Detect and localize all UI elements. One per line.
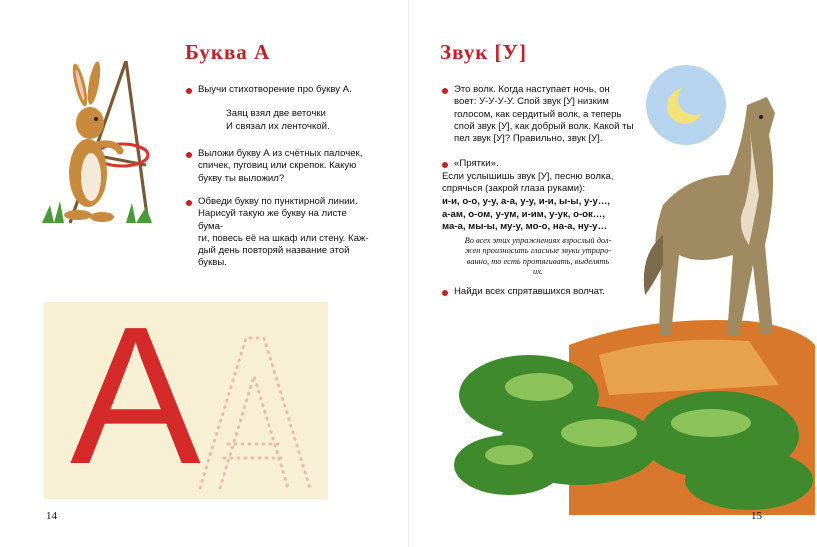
left-item-2 (198, 148, 370, 185)
note-line: Во всех этих упражнениях взрослый дол- (464, 236, 612, 245)
page-number-left: 14 (46, 510, 57, 522)
text-line: Найди всех спрятавшихся волчат. (454, 286, 605, 297)
text-line: ги, повесь её на шкаф или стену. Каж- (198, 232, 369, 244)
big-letter: А (70, 286, 201, 505)
text-line: Нарисуй такую же букву на листе бума- (198, 208, 347, 232)
hare-with-sticks-illustration (36, 55, 162, 227)
right-item-2-title: «Прятки». (454, 158, 499, 169)
syllable-line: ма-а, мы-ы, му-у, мо-о, на-а, ну-у… (442, 221, 608, 233)
bullet (186, 152, 192, 158)
text-line: Если услышишь звук [У], песню волка, (442, 171, 614, 182)
text-line: спрячься (закрой глаза руками): (442, 183, 585, 195)
dotted-tracing-letter[interactable] (194, 332, 314, 492)
bullet (186, 200, 192, 206)
text-line: Это волк. Когда наступает ночь, он (454, 84, 610, 95)
text-line: дый день повторяй название этой (198, 245, 350, 257)
left-item-3 (198, 196, 370, 270)
text-line: спой звук [У], как добрый волк. Какой ты (454, 120, 634, 132)
poem (226, 108, 330, 133)
left-page (0, 0, 408, 547)
letter-tracing-panel (44, 286, 328, 505)
text-line: пел звук [У]? Правильно, звук [У]. (454, 133, 603, 145)
bullet (186, 88, 192, 94)
note-line: ванно, то есть протягивать, выделять (466, 256, 610, 266)
right-page (409, 0, 817, 547)
syllable-line: а-ам, о-ом, у-ум, и-им, у-ук, о-ок…, (442, 208, 606, 220)
left-page-title: Буква А (185, 40, 271, 64)
bullet (442, 88, 448, 94)
bullet (442, 162, 448, 168)
text-line: Выучи стихотворение про букву А. (198, 84, 352, 95)
text-line: буквы. (198, 257, 227, 269)
text-line: букву ты выложил? (198, 172, 285, 184)
right-page-title: Звук [У] (440, 40, 527, 64)
poem-line: Заяц взял две веточки (226, 108, 326, 119)
poem-line: И связал их ленточкой. (226, 120, 330, 132)
text-line: спичек, пуговиц или скрепок. Какую (198, 160, 357, 172)
page-number-right: 15 (751, 510, 762, 522)
text-line: Обведи букву по пунктирной линии. (198, 196, 358, 207)
text-line: воет: У-У-У-У. Спой звук [У] низким (454, 96, 609, 108)
text-line: Выложи букву А из счётных палочек, (198, 148, 363, 159)
howling-wolf-illustration (449, 95, 815, 515)
left-item-1 (198, 84, 370, 96)
text-line: голосом, как сердитый волк, а теперь (454, 108, 622, 120)
bullet (442, 290, 448, 296)
note-line: жен произносить гласные звуки утриро- (464, 246, 612, 256)
syllable-line: и-и, о-о, у-у, а-а, у-у, и-и, ы-ы, у-у…, (442, 196, 611, 207)
note-line: их. (533, 267, 543, 277)
